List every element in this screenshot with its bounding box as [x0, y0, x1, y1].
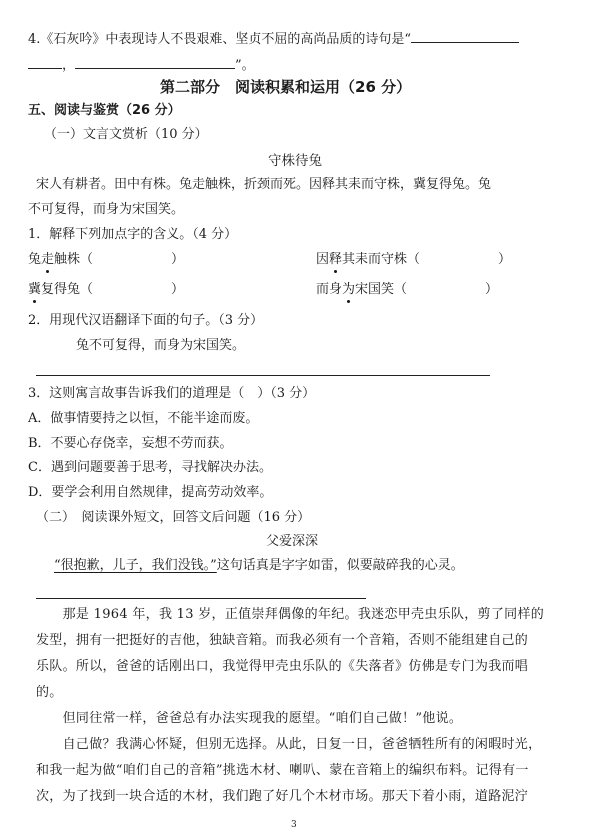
- story-line1: 宋人有耕者。田中有株。兔走触株，折颈而死。因释其耒而守株，冀复得兔。兔: [36, 177, 492, 192]
- q4-prefix: 4.《石灰吟》中表现诗人不畏艰难、坚贞不屈的高尚品质的诗句是“: [28, 32, 412, 47]
- q3-option-a: A．做事情要持之以恒，不能半途而废。: [28, 411, 259, 426]
- q3-text: 3．这则寓言故事告诉我们的道理是（ ）（3 分）: [28, 386, 316, 401]
- essay-title: 父爱深深: [266, 534, 319, 549]
- essay-quote-line: [54, 557, 464, 575]
- story-title: 守株待兔: [268, 153, 322, 169]
- essay-answer-line[interactable]: [36, 598, 366, 599]
- essay-p1-line4: 的。: [36, 685, 63, 700]
- q1-item-3: [28, 281, 184, 299]
- q1-item-1-pre: 兔: [28, 252, 42, 267]
- q1-item-3-answer[interactable]: 复得兔（ ）: [41, 282, 185, 297]
- q1-item-4-answer[interactable]: 宋国笑（ ）: [355, 282, 499, 297]
- q4-line2: [28, 55, 255, 75]
- essay-p3-line2: 和我一起为做“咱们自己的音箱”挑选木材、喇叭、蒙在音箱上的编织布料。记得有一: [36, 763, 529, 778]
- sub1-title: （一）文言文赏析（10 分）: [44, 127, 208, 142]
- page-number: 3: [291, 820, 297, 830]
- q4-suffix: ”。: [235, 58, 255, 73]
- q2-answer-line[interactable]: [36, 375, 490, 376]
- q4-blank-1-cont[interactable]: [28, 55, 62, 69]
- essay-p3-line1: 自己做？我满心怀疑，但别无选择。从此，日复一日，爸爸牺牲所有的闲暇时光，: [36, 737, 542, 752]
- essay-quote: “很抱歉，儿子，我们没钱。”: [54, 558, 217, 573]
- part2-title: 第二部分 阅读积累和运用（26 分）: [160, 78, 412, 96]
- story-line2: 不可复得，而身为宋国笑。: [28, 202, 185, 217]
- q1-text: 1．解释下列加点字的含义。（4 分）: [28, 227, 238, 242]
- q4-blank-2[interactable]: [75, 55, 235, 69]
- q1-item-2-pre: 因: [316, 252, 330, 267]
- sub2-title: （二） 阅读课外短文，回答文后问题（16 分）: [36, 510, 311, 525]
- q1-item-4-pre: 而身: [316, 282, 343, 297]
- q2-text: 2．用现代汉语翻译下面的句子。（3 分）: [28, 313, 264, 328]
- q2-sentence: 兔不可复得，而身为宋国笑。: [76, 338, 246, 353]
- q3-option-c: C．遇到问题要善于思考，寻找解决办法。: [28, 460, 272, 475]
- q1-item-1: [28, 251, 184, 269]
- essay-p3-line3: 次，为了找到一块合适的木材，我们跑了好几个木材市场。那天下着小雨，道路泥泞: [36, 789, 529, 804]
- q1-item-4-dot-char: 为: [342, 282, 356, 297]
- q3-option-b: B．不要心存侥幸，妄想不劳而获。: [28, 436, 233, 451]
- q1-item-4: [316, 281, 498, 299]
- q1-item-3-dot-char: 冀: [28, 282, 42, 297]
- q1-item-2-answer[interactable]: 其耒而守株（ ）: [342, 252, 512, 267]
- q3-option-d: D．要学会利用自然规律，提高劳动效率。: [28, 485, 273, 500]
- essay-p2: 但同往常一样，爸爸总有办法实现我的愿望。“咱们自己做！”他说。: [36, 711, 463, 726]
- q1-item-2-dot-char: 释: [329, 252, 343, 267]
- q4-line1: [28, 29, 519, 49]
- q4-blank-1[interactable]: [411, 29, 519, 43]
- essay-p1-line1: 那是 1964 年，我 13 岁，正值崇拜偶像的年纪。我迷恋甲壳虫乐队，剪了同样的: [36, 607, 545, 622]
- q1-item-1-answer[interactable]: 触株（ ）: [54, 252, 185, 267]
- section5-title: 五、阅读与鉴赏（26 分）: [28, 103, 181, 118]
- essay-p1-line2: 发型，拥有一把挺好的吉他，独缺音箱。而我必须有一个音箱，否则不能组建自己的: [36, 633, 529, 648]
- essay-quote-rest: 这句话真是字字如雷，似要敲碎我的心灵。: [216, 558, 464, 573]
- q4-comma: ，: [62, 58, 76, 73]
- essay-p1-line3: 乐队。所以，爸爸的话刚出口，我觉得甲壳虫乐队的《失落者》仿佛是专门为我而唱: [36, 659, 529, 674]
- q1-item-2: [316, 251, 511, 269]
- q1-item-1-dot-char: 走: [41, 252, 55, 267]
